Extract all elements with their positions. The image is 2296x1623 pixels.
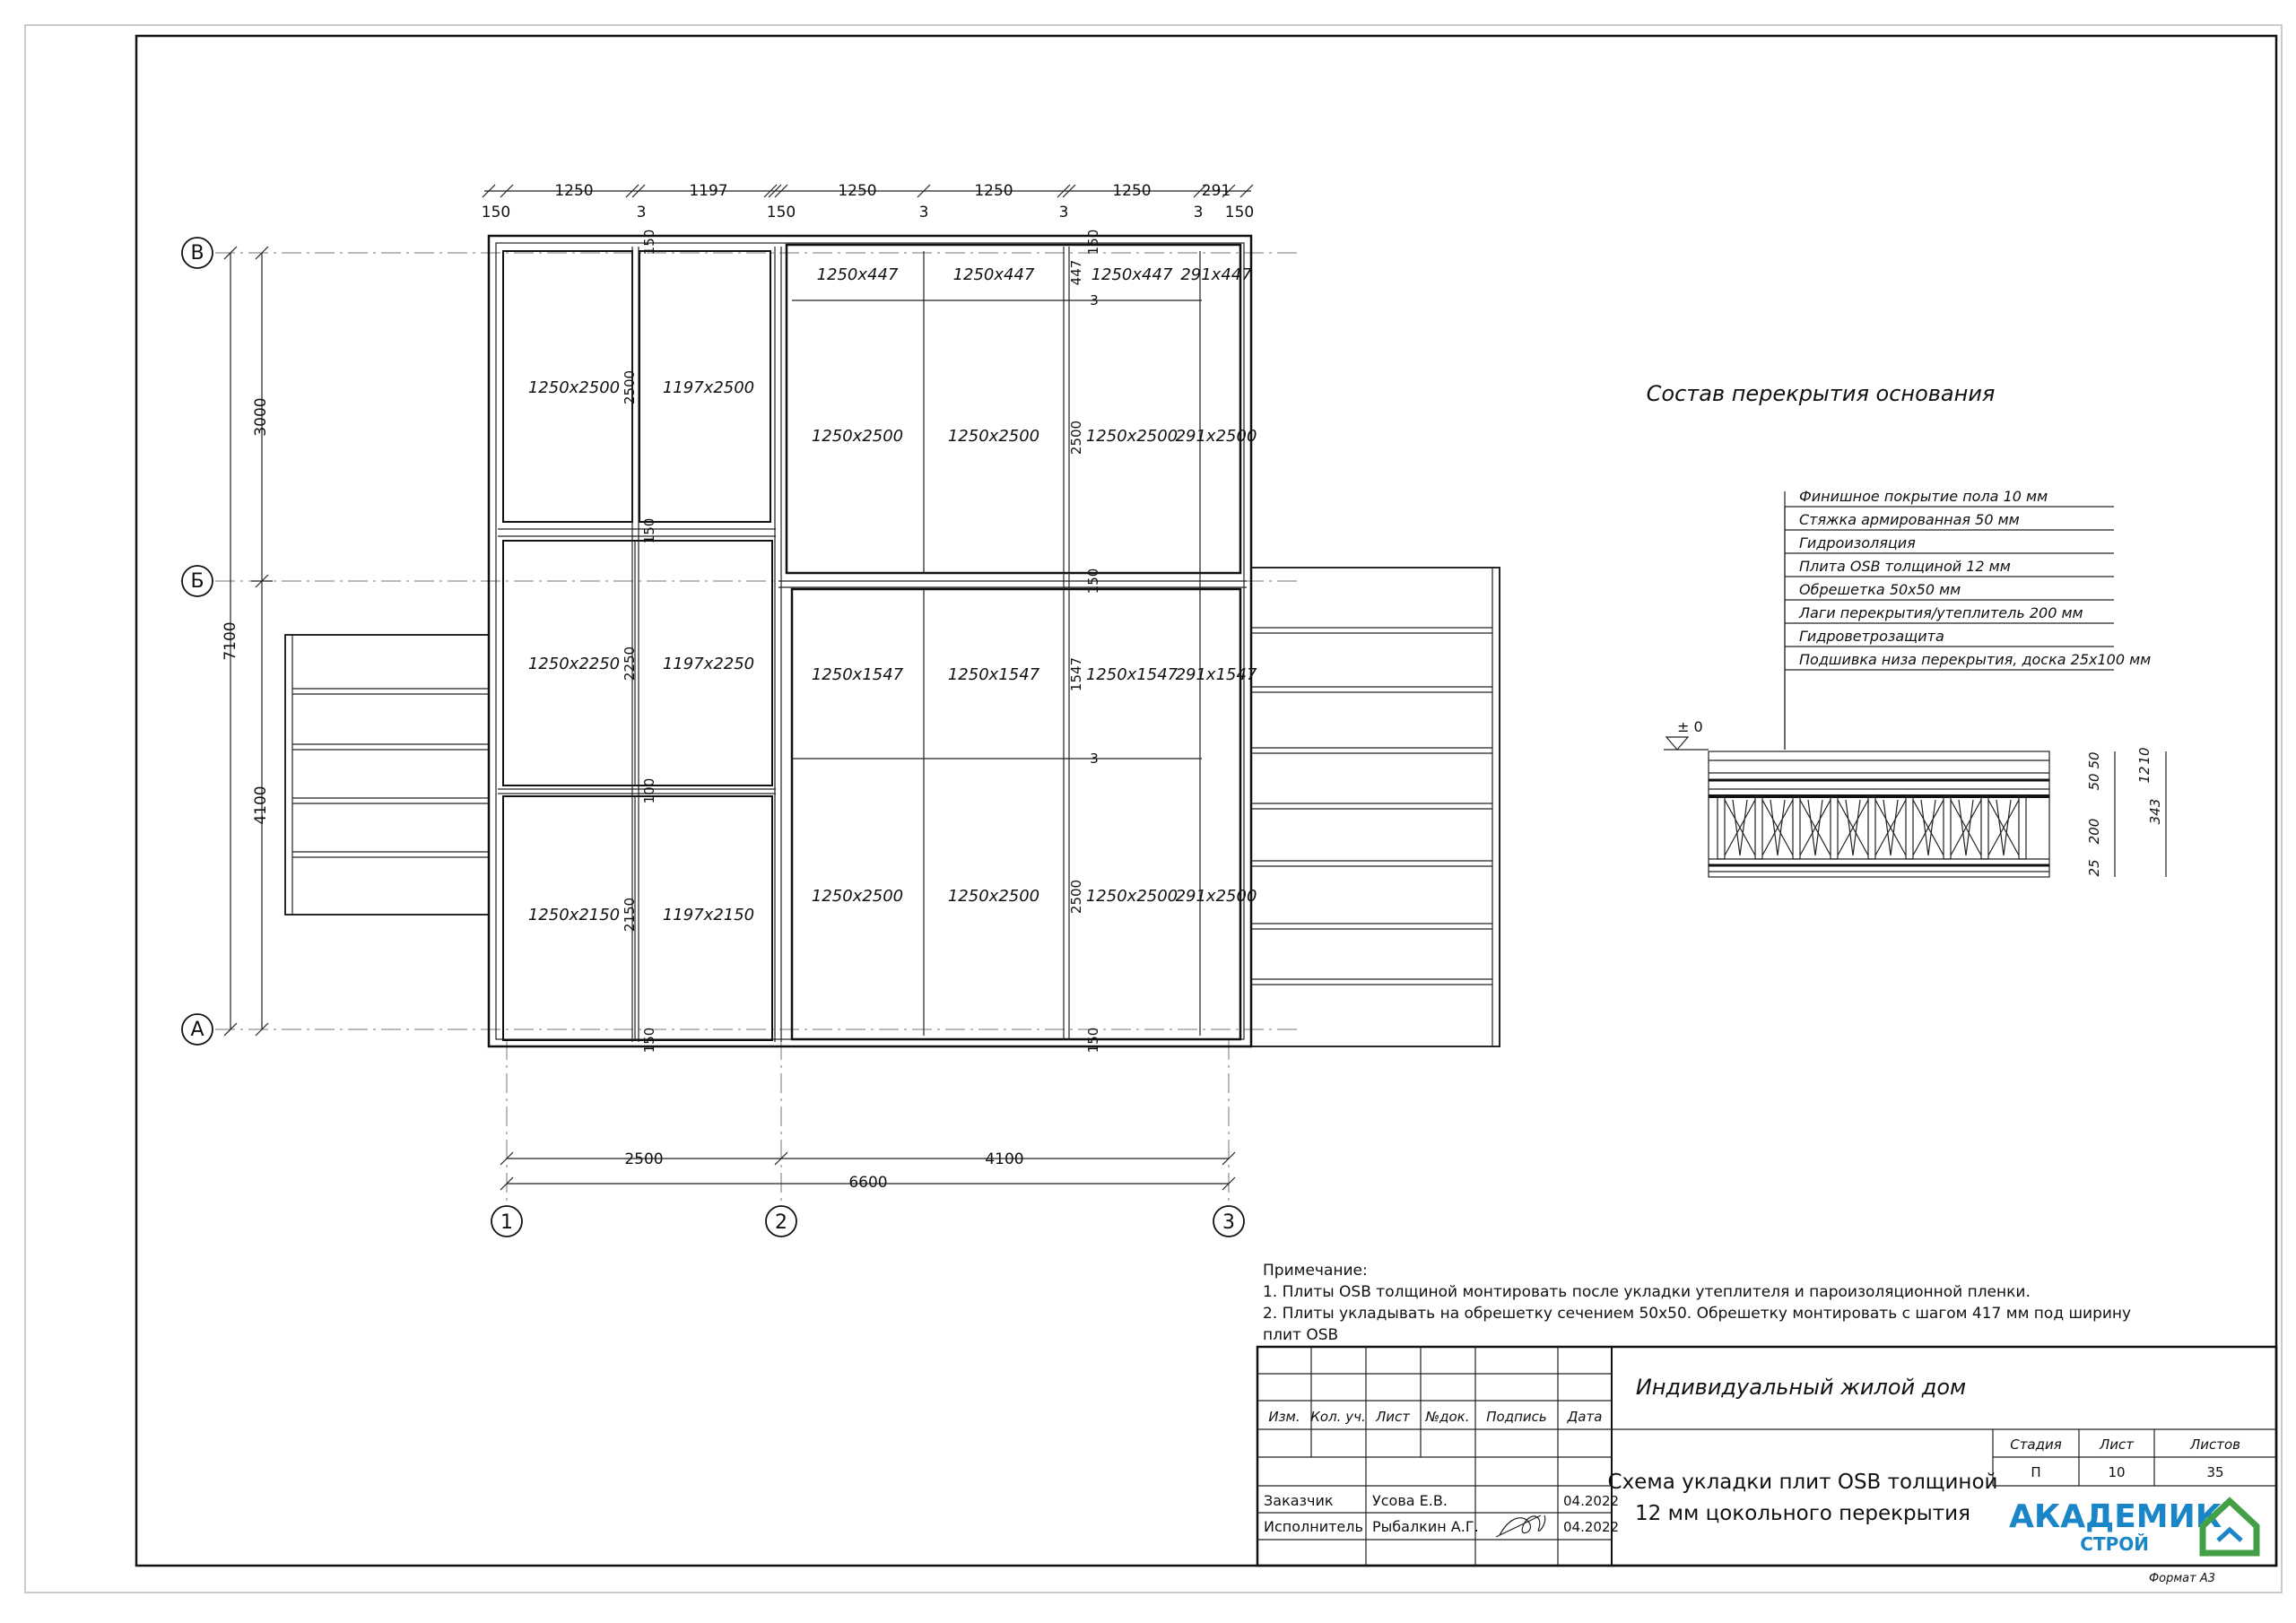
- sheet-value: 10: [2108, 1464, 2126, 1480]
- stage-value: П: [2031, 1464, 2041, 1480]
- customer-date: 04.2022: [1563, 1493, 1620, 1509]
- section-joist: [1906, 796, 1913, 859]
- top-dim-label: 150: [766, 204, 796, 221]
- top-dim-label: 1197: [689, 182, 728, 200]
- insulation-hatch: [1800, 800, 1831, 855]
- signature: [1496, 1515, 1545, 1537]
- header-list: Лист: [1375, 1409, 1411, 1425]
- svg-text:± 0: ± 0: [1677, 718, 1703, 735]
- layer-label: Гидроветрозащита: [1799, 628, 1944, 645]
- layer-label: Обрешетка 50х50 мм: [1799, 581, 1961, 598]
- header-izm: Изм.: [1268, 1409, 1300, 1425]
- insulation-hatch: [1762, 800, 1793, 855]
- svg-text:А: А: [190, 1019, 204, 1041]
- svg-text:Б: Б: [190, 570, 204, 593]
- header-kol: Кол. уч.: [1310, 1409, 1366, 1425]
- notes: [1263, 1262, 2131, 1344]
- panel-label: 1250x447: [816, 265, 899, 284]
- insulation-hatch: [1838, 800, 1868, 855]
- floor-plan: [182, 182, 1500, 1237]
- logo-sub-text: СТРОЙ: [2080, 1533, 2149, 1555]
- note-line-2: 2. Плиты укладывать на обрешетку сечением 50х50. Обрешетку монтировать с шагом 417 мм под ширину: [1263, 1305, 2132, 1323]
- floor-section: [1647, 381, 2166, 877]
- panel-height-label: 1547: [1068, 656, 1084, 692]
- right-block: [775, 245, 1247, 1042]
- layer-label: Подшивка низа перекрытия, доска 25х100 мм: [1799, 651, 2152, 668]
- right-panel-labels: [812, 265, 1257, 906]
- layer-labels: [1785, 488, 2151, 750]
- customer-label: Заказчик: [1264, 1492, 1334, 1509]
- section-build-up: [1709, 751, 2049, 877]
- section-dims: [2086, 747, 2166, 877]
- section-dim: 25: [2086, 859, 2102, 877]
- axis-bubble-2: [766, 1206, 796, 1237]
- note-line-3: плит OSB: [1263, 1326, 1339, 1344]
- beam-width-label: 150: [1085, 1027, 1101, 1054]
- dim-lower-height: 4100: [252, 785, 270, 825]
- top-dim-label: 1250: [1112, 182, 1152, 200]
- svg-text:3: 3: [1222, 1211, 1235, 1234]
- layer-label: Плита OSB толщиной 12 мм: [1799, 558, 2011, 575]
- osb-panel-group: [792, 589, 1240, 1039]
- panel-label: 1197x2250: [662, 655, 755, 673]
- section-joist: [1831, 796, 1838, 859]
- notes-title: Примечание:: [1263, 1262, 1368, 1280]
- top-dim-label: 1250: [838, 182, 877, 200]
- header-ndok: №док.: [1425, 1409, 1470, 1425]
- panel-label: 1250x447: [1091, 265, 1173, 284]
- section-dim-total: 343: [2147, 798, 2163, 825]
- panel-label: 291x2500: [1175, 887, 1257, 906]
- customer-name: Усова Е.В.: [1372, 1492, 1448, 1509]
- section-joists: [1718, 796, 2026, 859]
- insulation-hatch: [1951, 800, 1981, 855]
- axis-bubble-a: [182, 1014, 213, 1045]
- level-mark: [1664, 718, 1709, 750]
- axis-bubble-v: [182, 238, 213, 268]
- top-dim-label: 1250: [974, 182, 1013, 200]
- panel-label: 291x1547: [1175, 665, 1257, 684]
- section-title: Состав перекрытия основания: [1646, 381, 1996, 406]
- company-logo: [2009, 1498, 2257, 1555]
- sheets-value: 35: [2206, 1464, 2224, 1480]
- stage-label: Стадия: [2010, 1436, 2062, 1453]
- top-dim-label: 150: [1224, 204, 1255, 221]
- dim-span-2-3: 4100: [985, 1150, 1024, 1168]
- panel-label: 1250x2500: [1085, 887, 1178, 906]
- section-joist: [2019, 796, 2026, 859]
- foundation-outer-outline: [489, 236, 1251, 1046]
- drawing-title-line-1: Схема укладки плит OSB толщиной: [1607, 1471, 1998, 1494]
- panel-label: 291x2500: [1175, 427, 1257, 446]
- beam-width-label: 150: [1085, 229, 1101, 256]
- note-line-1: 1. Плиты OSB толщиной монтировать после укладки утеплителя и пароизоляционной пленки.: [1263, 1283, 2031, 1301]
- header-podpis: Подпись: [1486, 1409, 1547, 1425]
- section-joist: [1868, 796, 1875, 859]
- top-dim-label: 1250: [554, 182, 594, 200]
- header-data: Дата: [1567, 1409, 1603, 1425]
- svg-text:2: 2: [775, 1211, 787, 1234]
- section-joist: [1944, 796, 1951, 859]
- insulation-hatch: [1913, 800, 1944, 855]
- panel-height-label: 447: [1068, 259, 1084, 286]
- section-joist: [1981, 796, 1988, 859]
- panel-label: 1197x2150: [662, 906, 755, 924]
- svg-text:1: 1: [500, 1211, 513, 1234]
- insulation-hatch: [1725, 800, 1755, 855]
- panel-label: 1250x1547: [811, 665, 904, 684]
- paper-format: Формат А3: [2148, 1572, 2215, 1585]
- section-dim: 10: [2136, 747, 2152, 765]
- section-dim: 50: [2086, 751, 2102, 769]
- panel-height-label: 2500: [1068, 879, 1084, 915]
- section-dim: 12: [2136, 766, 2152, 784]
- axis-bubble-b: [182, 566, 213, 596]
- insulation-hatch: [1875, 800, 1906, 855]
- terrace-outline: [285, 635, 489, 915]
- top-dim-label: 150: [481, 204, 511, 221]
- axis-bubble-1: [491, 1206, 522, 1237]
- sheets-label: Листов: [2189, 1436, 2241, 1453]
- terrace-outline: [1251, 568, 1500, 1046]
- logo-main-text: АКАДЕМИК: [2009, 1498, 2222, 1535]
- title-block: [1257, 1347, 2276, 1566]
- dim-total-height: 7100: [222, 621, 239, 661]
- panel-label: 1250x2500: [811, 887, 904, 906]
- top-dim-label: 3: [918, 204, 929, 221]
- panel-label: 1197x2500: [662, 378, 755, 397]
- section-joist: [1718, 796, 1725, 859]
- beam-width-label: 150: [641, 517, 657, 544]
- left-terrace: [285, 635, 489, 915]
- layer-label: Гидроизоляция: [1799, 534, 1916, 551]
- drawing-title-line-2: 12 мм цокольного перекрытия: [1635, 1502, 1970, 1525]
- left-panel-labels: [528, 378, 754, 924]
- executor-label: Исполнитель: [1264, 1518, 1363, 1535]
- panel-height-label: 2500: [1068, 420, 1084, 456]
- panel-height-label: 2150: [622, 897, 638, 933]
- top-dim-label: 291: [1201, 182, 1231, 200]
- gap-label: 3: [1090, 751, 1099, 767]
- layer-label: Лаги перекрытия/утеплитель 200 мм: [1799, 604, 2083, 621]
- section-joist: [1793, 796, 1800, 859]
- panel-label: 1250x2500: [1085, 427, 1178, 446]
- top-dim-label: 3: [636, 204, 647, 221]
- beam-width-label: 150: [1085, 568, 1101, 595]
- panel-label: 1250x2500: [527, 378, 621, 397]
- dim-total-width: 6600: [848, 1174, 888, 1192]
- right-terrace: [1251, 568, 1500, 1046]
- panel-height-label: 2250: [622, 646, 638, 681]
- dim-upper-height: 3000: [252, 397, 270, 437]
- svg-text:В: В: [190, 242, 204, 265]
- panel-label: 291x447: [1180, 265, 1252, 284]
- top-dim-label: 3: [1193, 204, 1204, 221]
- panel-label: 1250x447: [952, 265, 1035, 284]
- gap-label: 3: [1090, 292, 1099, 308]
- panel-label: 1250x1547: [1085, 665, 1178, 684]
- panel-label: 1250x2250: [527, 655, 621, 673]
- panel-height-label: 2500: [622, 369, 638, 405]
- panel-label: 1250x2150: [527, 906, 621, 924]
- layer-label: Финишное покрытие пола 10 мм: [1799, 488, 2048, 505]
- internal-dims: [622, 230, 1101, 1054]
- beam-width-label: 150: [641, 229, 657, 256]
- beam-width-label: 100: [641, 777, 657, 804]
- osb-panel-group: [787, 245, 1240, 573]
- axis-bubble-3: [1213, 1206, 1244, 1237]
- insulation-hatch: [1988, 800, 2019, 855]
- section-dim: 200: [2086, 818, 2102, 845]
- dim-span-1-2: 2500: [624, 1150, 664, 1168]
- project-name: Индивидуальный жилой дом: [1635, 1375, 1967, 1400]
- panel-label: 1250x2500: [811, 427, 904, 446]
- top-dim-labels: [482, 182, 1254, 221]
- executor-date: 04.2022: [1563, 1519, 1620, 1535]
- top-dim-label: 3: [1058, 204, 1069, 221]
- executor-name: Рыбалкин А.Г.: [1372, 1518, 1479, 1535]
- beam-width-label: 150: [641, 1027, 657, 1054]
- panel-label: 1250x1547: [947, 665, 1040, 684]
- section-joist: [1755, 796, 1762, 859]
- layer-label: Стяжка армированная 50 мм: [1799, 511, 2020, 528]
- section-dim: 50: [2086, 773, 2102, 791]
- panel-label: 1250x2500: [947, 427, 1040, 446]
- panel-label: 1250x2500: [947, 887, 1040, 906]
- sheet-label: Лист: [2099, 1436, 2135, 1453]
